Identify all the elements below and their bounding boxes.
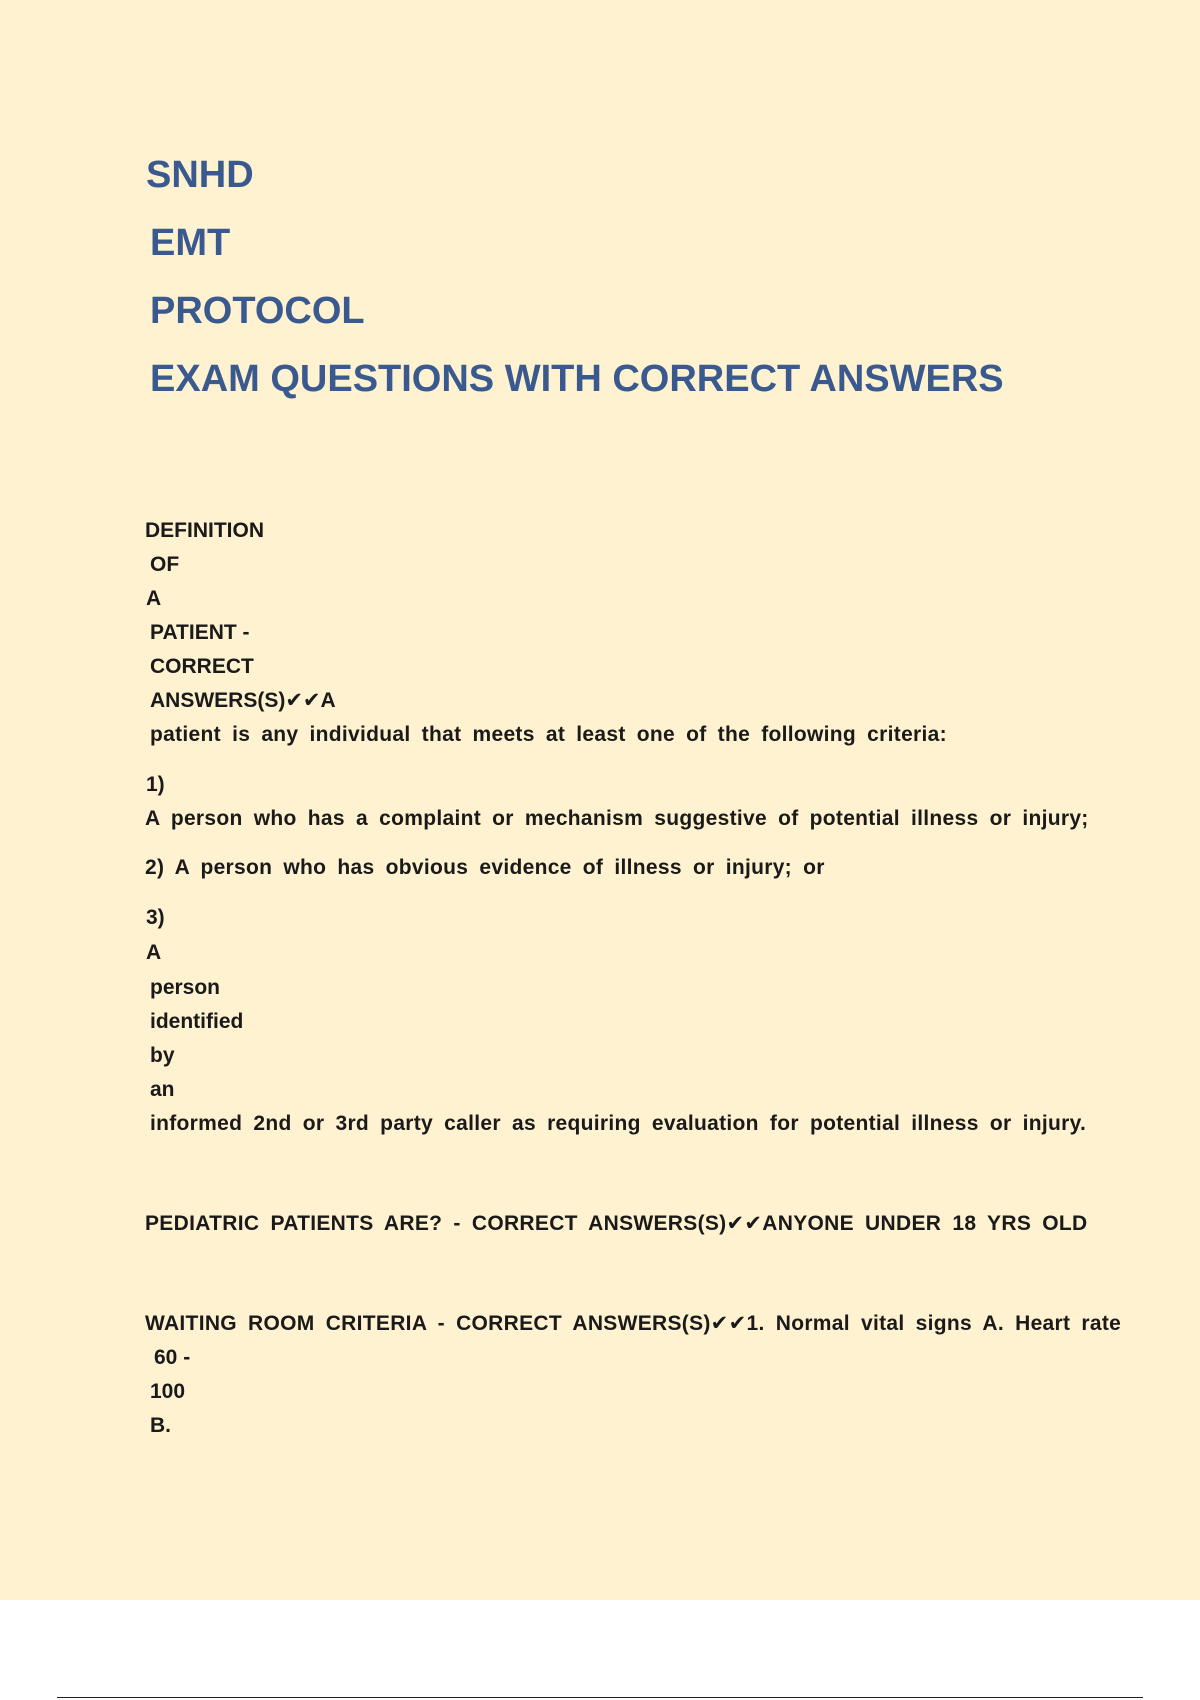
title-line-1: SNHD	[146, 154, 254, 196]
criterion-3-text: informed 2nd or 3rd party caller as requiring evaluation for potential illness or injury.	[150, 1112, 1087, 1135]
question-pediatric: PEDIATRIC PATIENTS ARE? - CORRECT ANSWERS(S)✔✔ANYONE UNDER 18 YRS OLD	[145, 1212, 1088, 1235]
criterion-2-text: 2) A person who has obvious evidence of illness or injury; or	[145, 856, 825, 879]
title-line-2: EMT	[150, 222, 231, 264]
criterion-3-line-person: person	[150, 976, 221, 999]
waiting-room-line-60: 60 -	[154, 1346, 191, 1369]
q1-line-correct: CORRECT	[150, 655, 254, 678]
waiting-room-line-b: B.	[150, 1414, 171, 1437]
question-waiting-room: WAITING ROOM CRITERIA - CORRECT ANSWERS(S)✔✔1. Normal vital signs A. Heart rate	[145, 1312, 1122, 1335]
q1-answer-intro: patient is any individual that meets at least one of the following criteria:	[150, 723, 947, 746]
criterion-3-line-an: an	[150, 1078, 175, 1101]
q1-line-patient: PATIENT -	[150, 621, 250, 644]
q1-line-definition: DEFINITION	[145, 519, 264, 542]
footer-divider	[57, 1697, 1143, 1698]
criterion-1-text: A person who has a complaint or mechanism suggestive of potential illness or injury;	[145, 807, 1089, 830]
criterion-3-line-a: A	[146, 941, 162, 964]
title-line-3: PROTOCOL	[150, 290, 365, 332]
q1-line-of: OF	[150, 553, 180, 576]
title-line-4: EXAM QUESTIONS WITH CORRECT ANSWERS	[150, 358, 1004, 400]
criterion-3-number: 3)	[146, 906, 165, 929]
q1-line-answers: ANSWERS(S)✔✔A	[150, 689, 336, 712]
criterion-3-line-identified: identified	[150, 1010, 244, 1033]
criterion-3-line-by: by	[150, 1044, 175, 1067]
q1-line-a: A	[146, 587, 162, 610]
criterion-1-number: 1)	[146, 773, 165, 796]
waiting-room-line-100: 100	[150, 1380, 186, 1403]
